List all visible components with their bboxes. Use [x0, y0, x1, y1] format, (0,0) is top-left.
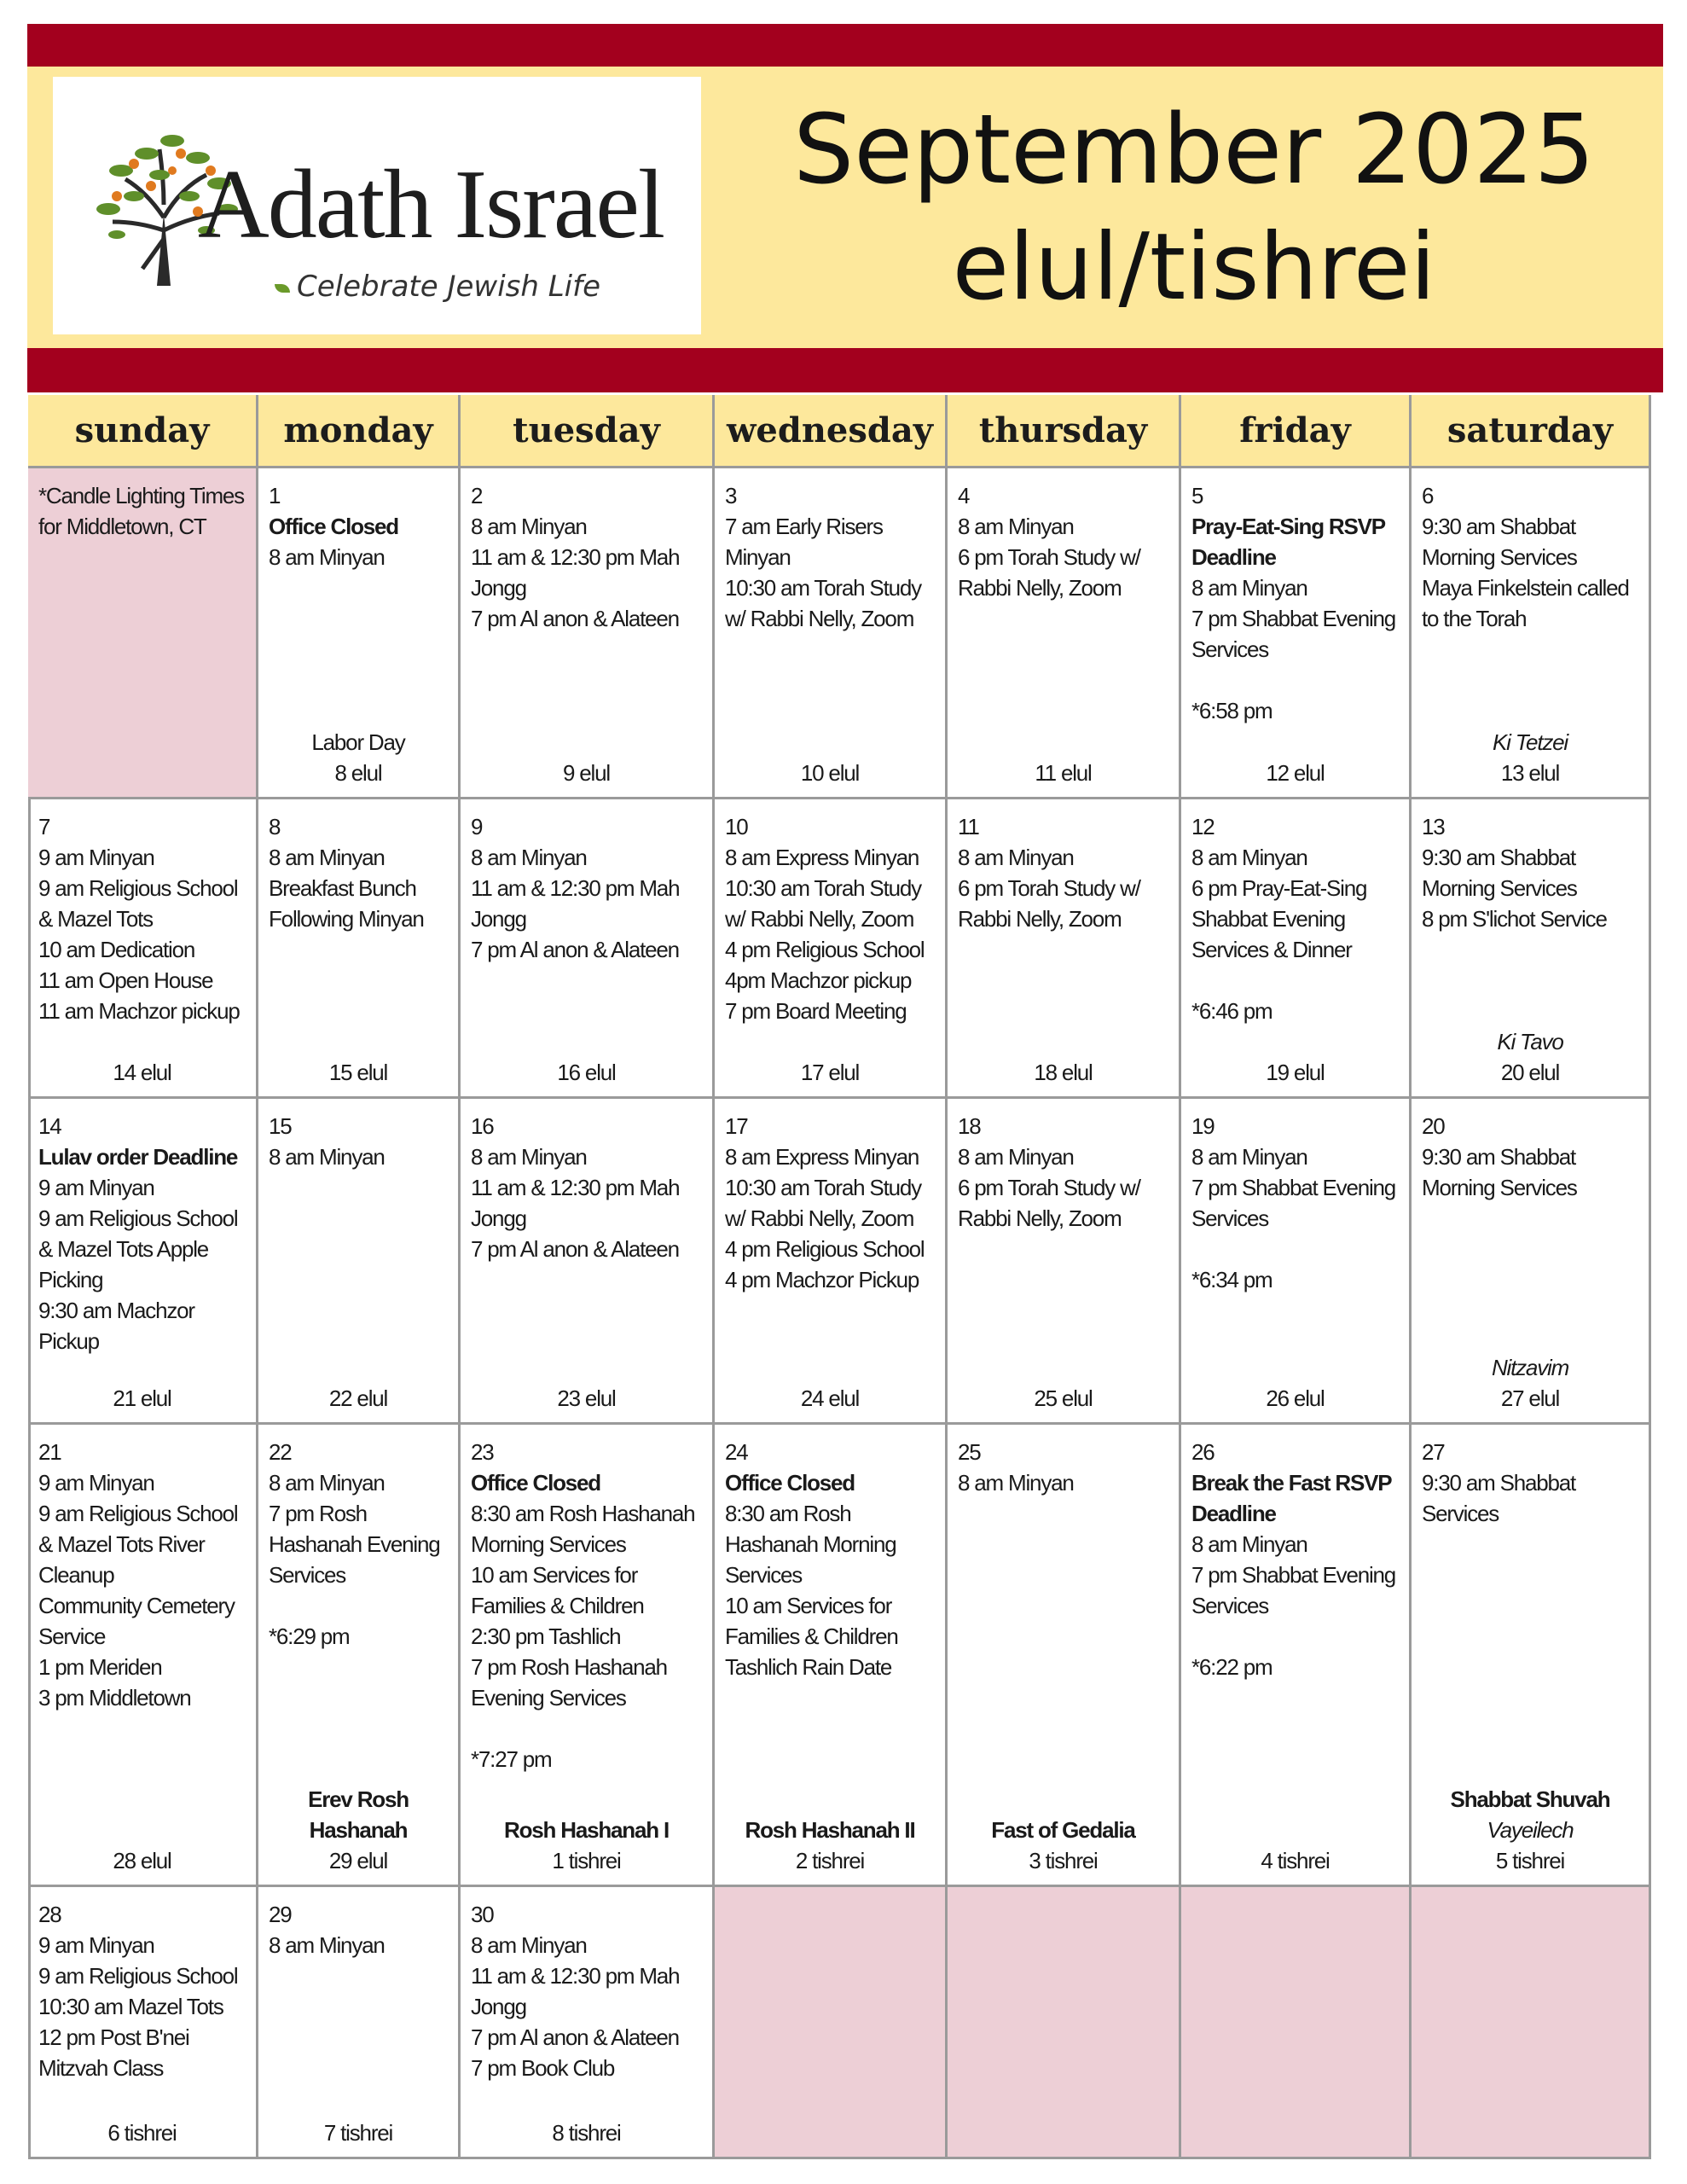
- observance-label: Erev Rosh Hashanah: [308, 1786, 409, 1843]
- candle-lighting-time: *6:22 pm: [1191, 1654, 1272, 1680]
- event-item: 4 pm Machzor Pickup: [725, 1267, 919, 1292]
- event-item: 9 am Religious School & Mazel Tots: [38, 875, 238, 932]
- day-cell-26[interactable]: [1181, 1425, 1412, 1887]
- hebrew-date: 16 elul: [557, 1060, 616, 1085]
- hebrew-date: 8 tishrei: [552, 2120, 621, 2146]
- hebrew-date: 25 elul: [1034, 1385, 1093, 1411]
- day-cell-9[interactable]: [461, 799, 715, 1099]
- day-cell-23[interactable]: [461, 1425, 715, 1887]
- day-number: 17: [725, 1113, 748, 1139]
- day-number: 5: [1191, 483, 1203, 508]
- day-cell-16[interactable]: [461, 1099, 715, 1425]
- day-footer: [258, 1383, 458, 1414]
- event-item: 6 pm Torah Study w/ Rabbi Nelly, Zoom: [958, 875, 1140, 932]
- event-item: 8 am Express Minyan: [725, 845, 919, 870]
- day-cell-15[interactable]: [258, 1099, 461, 1425]
- hebrew-date: 20 elul: [1500, 1060, 1560, 1085]
- event-item: Tashlich Rain Date: [725, 1654, 892, 1680]
- weekday-header-friday: friday: [1181, 395, 1412, 468]
- event-item: 9:30 am Shabbat Morning Services: [1422, 845, 1577, 901]
- leaf-icon: [275, 284, 290, 293]
- day-cell-20[interactable]: [1412, 1099, 1651, 1425]
- event-item: 11 am & 12:30 pm Mah Jongg: [471, 875, 680, 932]
- event-item: 7 pm Rosh Hashanah Evening Services: [471, 1654, 667, 1711]
- event-item: 7 pm Shabbat Evening Services: [1191, 1175, 1396, 1231]
- day-number: 4: [958, 483, 970, 508]
- weekday-header-tuesday: tuesday: [461, 395, 715, 468]
- hebrew-date: 5 tishrei: [1495, 1848, 1565, 1873]
- hebrew-date: 12 elul: [1266, 760, 1325, 786]
- event-item: 8 am Minyan: [958, 514, 1074, 539]
- hebrew-date: 6 tishrei: [107, 2120, 177, 2146]
- event-item: 8 am Express Minyan: [725, 1144, 919, 1170]
- event-item: 8 am Minyan: [471, 1932, 587, 1958]
- event-item: Lulav order Deadline: [38, 1144, 238, 1170]
- day-number: 26: [1191, 1439, 1215, 1465]
- day-footer: [1412, 1352, 1649, 1414]
- day-footer: [1412, 1784, 1649, 1876]
- event-item: 10:30 am Mazel Tots: [38, 1994, 223, 2019]
- day-number: 12: [1191, 814, 1215, 839]
- hebrew-date: 24 elul: [800, 1385, 860, 1411]
- event-item: 8 am Minyan: [958, 845, 1074, 870]
- day-number: 15: [269, 1113, 292, 1139]
- event-item: 6 pm Pray-Eat-Sing Shabbat Evening Services & Dinner: [1191, 875, 1367, 962]
- day-footer: [461, 2117, 712, 2148]
- event-item: 7 pm Al anon & Alateen: [471, 937, 679, 962]
- day-cell-25[interactable]: [948, 1425, 1181, 1887]
- day-cell-4[interactable]: [948, 468, 1181, 799]
- hebrew-date: 14 elul: [113, 1060, 171, 1085]
- day-footer: [258, 2117, 458, 2148]
- observance-label: Rosh Hashanah I: [504, 1817, 669, 1843]
- event-item: 11 am & 12:30 pm Mah Jongg: [471, 1175, 680, 1231]
- top-accent-bar: [27, 24, 1663, 67]
- event-item: 7 pm Al anon & Alateen: [471, 2024, 679, 2050]
- hebrew-date: 9 elul: [563, 760, 610, 786]
- logo-tagline: [275, 270, 600, 304]
- day-number: 25: [958, 1439, 981, 1465]
- day-number: 21: [38, 1439, 61, 1465]
- day-number: 11: [958, 814, 979, 839]
- day-number: 10: [725, 814, 748, 839]
- event-item: 9:30 am Shabbat Services: [1422, 1470, 1576, 1526]
- observance-label: Labor Day: [311, 729, 405, 755]
- event-item: 9 am Religious School & Mazel Tots Apple Picking: [38, 1205, 238, 1292]
- event-item: 8:30 am Rosh Hashanah Morning Services: [725, 1501, 896, 1588]
- event-item: 8 am Minyan: [269, 1470, 385, 1496]
- bottom-accent-bar: [27, 348, 1663, 392]
- hebrew-date: 11 elul: [1035, 760, 1092, 786]
- day-footer: [948, 758, 1179, 788]
- day-number: 29: [269, 1902, 292, 1927]
- weekday-header-saturday: saturday: [1412, 395, 1651, 468]
- candle-lighting-time: *6:46 pm: [1191, 998, 1272, 1024]
- event-item: Maya Finkelstein called to the Torah: [1422, 575, 1629, 631]
- event-item: 9 am Religious School: [38, 1963, 238, 1989]
- day-cell-5[interactable]: [1181, 468, 1412, 799]
- empty-day-cell[interactable]: [1412, 1887, 1651, 2159]
- day-number: 28: [38, 1902, 61, 1927]
- hebrew-date: 26 elul: [1266, 1385, 1325, 1411]
- hebrew-date: 15 elul: [328, 1060, 388, 1085]
- day-number: 13: [1422, 814, 1445, 839]
- day-footer: [28, 1845, 256, 1876]
- day-cell-13[interactable]: [1412, 799, 1651, 1099]
- day-footer: [461, 758, 712, 788]
- day-cell-22[interactable]: [258, 1425, 461, 1887]
- event-item: 10:30 am Torah Study w/ Rabbi Nelly, Zoom: [725, 1175, 921, 1231]
- day-footer: [28, 1383, 256, 1414]
- event-item: 9 am Minyan: [38, 1470, 154, 1496]
- event-item: 2:30 pm Tashlich: [471, 1623, 621, 1649]
- day-footer: [1181, 758, 1409, 788]
- hebrew-date: 21 elul: [113, 1385, 171, 1411]
- day-cell-7[interactable]: [28, 799, 258, 1099]
- day-footer: [258, 727, 458, 788]
- event-item: Breakfast Bunch Following Minyan: [269, 875, 424, 932]
- hebrew-date: 8 elul: [334, 760, 382, 786]
- hebrew-date: 4 tishrei: [1261, 1848, 1330, 1873]
- event-item: 7 am Early Risers Minyan: [725, 514, 883, 570]
- observance-label: Vayeilech: [1487, 1817, 1574, 1843]
- hebrew-date: 17 elul: [800, 1060, 860, 1085]
- candle-lighting-time: *7:27 pm: [471, 1746, 552, 1772]
- hebrew-date: 29 elul: [328, 1848, 388, 1873]
- event-item: 8 am Minyan: [1191, 1531, 1307, 1557]
- event-item: 3 pm Middletown: [38, 1685, 191, 1711]
- event-item: 4 pm Religious School: [725, 937, 925, 962]
- candle-lighting-time: *6:58 pm: [1191, 698, 1272, 723]
- empty-day-cell[interactable]: [1181, 1887, 1412, 2159]
- page-title: September 2025: [793, 95, 1595, 206]
- day-number: 24: [725, 1439, 748, 1465]
- event-item: 8 am Minyan: [958, 1144, 1074, 1170]
- day-footer: [715, 1383, 945, 1414]
- day-number: 27: [1422, 1439, 1445, 1465]
- logo-name: Adath Israel: [198, 150, 664, 259]
- weekday-header-monday: monday: [258, 395, 461, 468]
- candle-lighting-time: *6:34 pm: [1191, 1267, 1272, 1292]
- event-item: 1 pm Meriden: [38, 1654, 162, 1680]
- hebrew-date: 1 tishrei: [552, 1848, 621, 1873]
- event-item: 9 am Minyan: [38, 1175, 154, 1200]
- day-cell-1[interactable]: [258, 468, 461, 799]
- event-item: 8 am Minyan: [1191, 575, 1307, 601]
- hebrew-date: 18 elul: [1034, 1060, 1093, 1085]
- hebrew-date: 2 tishrei: [795, 1848, 865, 1873]
- day-footer: [258, 1784, 458, 1876]
- event-item: 8 am Minyan: [958, 1470, 1074, 1496]
- day-footer: [948, 1383, 1179, 1414]
- day-footer: [461, 1057, 712, 1088]
- observance-label: Fast of Gedalia: [991, 1817, 1135, 1843]
- event-item: Office Closed: [269, 514, 398, 539]
- event-item: 8 am Minyan: [269, 845, 385, 870]
- day-cell-10[interactable]: [715, 799, 948, 1099]
- event-item: 4 pm Religious School: [725, 1236, 925, 1262]
- event-item: 7 pm Shabbat Evening Services: [1191, 606, 1396, 662]
- day-number: 23: [471, 1439, 494, 1465]
- event-item: 8 pm S'lichot Service: [1422, 906, 1607, 932]
- event-item: 11 am Machzor pickup: [38, 998, 240, 1024]
- event-item: 8 am Minyan: [1191, 845, 1307, 870]
- weekday-header-sunday: sunday: [28, 395, 258, 468]
- day-footer: [28, 1057, 256, 1088]
- event-item: 8 am Minyan: [471, 514, 587, 539]
- day-cell-17[interactable]: [715, 1099, 948, 1425]
- hebrew-date: 19 elul: [1266, 1060, 1325, 1085]
- event-item: 6 pm Torah Study w/ Rabbi Nelly, Zoom: [958, 1175, 1140, 1231]
- event-item: 8 am Minyan: [269, 544, 385, 570]
- empty-day-cell[interactable]: [28, 468, 258, 799]
- event-item: 10 am Dedication: [38, 937, 195, 962]
- day-footer: [715, 1057, 945, 1088]
- event-item: 9:30 am Machzor Pickup: [38, 1298, 194, 1354]
- day-footer: [715, 758, 945, 788]
- day-cell-8[interactable]: [258, 799, 461, 1099]
- event-item: 7 pm Shabbat Evening Services: [1191, 1562, 1396, 1618]
- event-item: Office Closed: [725, 1470, 855, 1496]
- day-footer: [715, 1815, 945, 1876]
- event-item: 12 pm Post B'nei Mitzvah Class: [38, 2024, 189, 2081]
- event-item: 8 am Minyan: [269, 1932, 385, 1958]
- event-item: 9 am Religious School & Mazel Tots River Cleanup: [38, 1501, 238, 1588]
- event-item: 8 am Minyan: [1191, 1144, 1307, 1170]
- day-cell-18[interactable]: [948, 1099, 1181, 1425]
- day-footer: [258, 1057, 458, 1088]
- day-footer: [28, 2117, 256, 2148]
- event-item: 9 am Minyan: [38, 845, 154, 870]
- day-cell-11[interactable]: [948, 799, 1181, 1099]
- event-item: 8 am Minyan: [471, 1144, 587, 1170]
- event-item: 11 am & 12:30 pm Mah Jongg: [471, 1963, 680, 2019]
- day-footer: [1412, 1026, 1649, 1088]
- observance-label: Rosh Hashanah II: [745, 1817, 915, 1843]
- day-number: 22: [269, 1439, 292, 1465]
- event-item: 8 am Minyan: [269, 1144, 385, 1170]
- hebrew-date: 28 elul: [113, 1848, 171, 1873]
- event-item: 7 pm Al anon & Alateen: [471, 1236, 679, 1262]
- event-item: 7 pm Board Meeting: [725, 998, 907, 1024]
- hebrew-date: 22 elul: [328, 1385, 388, 1411]
- day-number: 1: [269, 483, 281, 508]
- day-number: 19: [1191, 1113, 1215, 1139]
- observance-label: Shabbat Shuvah: [1450, 1786, 1610, 1812]
- event-item: 9:30 am Shabbat Morning Services: [1422, 514, 1577, 570]
- day-number: 20: [1422, 1113, 1445, 1139]
- day-footer: [948, 1815, 1179, 1876]
- hebrew-date: 3 tishrei: [1029, 1848, 1098, 1873]
- event-item: 9 am Minyan: [38, 1932, 154, 1958]
- day-number: 8: [269, 814, 281, 839]
- event-item: Community Cemetery Service: [38, 1593, 235, 1649]
- observance-label: Ki Tavo: [1497, 1029, 1563, 1054]
- day-footer: [1181, 1383, 1409, 1414]
- day-cell-6[interactable]: [1412, 468, 1651, 799]
- hebrew-date: 27 elul: [1500, 1385, 1560, 1411]
- event-item: 10:30 am Torah Study w/ Rabbi Nelly, Zoom: [725, 875, 921, 932]
- day-cell-19[interactable]: [1181, 1099, 1412, 1425]
- day-footer: [948, 1057, 1179, 1088]
- event-item: 7 pm Al anon & Alateen: [471, 606, 679, 631]
- hebrew-date: 23 elul: [557, 1385, 616, 1411]
- event-item: 7 pm Rosh Hashanah Evening Services: [269, 1501, 440, 1588]
- day-number: 14: [38, 1113, 61, 1139]
- day-number: 3: [725, 483, 737, 508]
- event-item: 8:30 am Rosh Hashanah Morning Services: [471, 1501, 695, 1557]
- logo-tagline-text: Celebrate Jewish Life: [297, 270, 601, 304]
- day-cell-28[interactable]: [28, 1887, 258, 2159]
- logo: [53, 77, 701, 334]
- hebrew-date: 7 tishrei: [323, 2120, 393, 2146]
- day-footer: [461, 1815, 712, 1876]
- empty-day-cell[interactable]: [715, 1887, 948, 2159]
- event-item: 10 am Services for Families & Children: [471, 1562, 644, 1618]
- event-item: 11 am Open House: [38, 967, 213, 993]
- day-cell-24[interactable]: [715, 1425, 948, 1887]
- day-cell-21[interactable]: [28, 1425, 258, 1887]
- event-item: 4pm Machzor pickup: [725, 967, 912, 993]
- day-number: 18: [958, 1113, 981, 1139]
- day-number: 2: [471, 483, 483, 508]
- event-item: 8 am Minyan: [471, 845, 587, 870]
- day-footer: [1181, 1057, 1409, 1088]
- day-footer: [1181, 1845, 1409, 1876]
- weekday-header-thursday: thursday: [948, 395, 1181, 468]
- event-item: 7 pm Book Club: [471, 2055, 615, 2081]
- day-number: 9: [471, 814, 483, 839]
- day-cell-27[interactable]: [1412, 1425, 1651, 1887]
- observance-label: Nitzavim: [1491, 1355, 1569, 1380]
- event-item: Pray-Eat-Sing RSVP Deadline: [1191, 514, 1385, 570]
- event-item: 6 pm Torah Study w/ Rabbi Nelly, Zoom: [958, 544, 1140, 601]
- day-number: 16: [471, 1113, 494, 1139]
- day-number: 30: [471, 1902, 494, 1927]
- hebrew-date: 10 elul: [800, 760, 860, 786]
- event-item: 11 am & 12:30 pm Mah Jongg: [471, 544, 680, 601]
- day-cell-30[interactable]: [461, 1887, 715, 2159]
- observance-label: Ki Tetzei: [1493, 729, 1568, 755]
- day-footer: [1412, 727, 1649, 788]
- day-cell-3[interactable]: [715, 468, 948, 799]
- event-item: *Candle Lighting Times for Middletown, CT: [38, 483, 244, 539]
- event-item: 10 am Services for Families & Children: [725, 1593, 898, 1649]
- event-item: Break the Fast RSVP Deadline: [1191, 1470, 1391, 1526]
- empty-day-cell[interactable]: [948, 1887, 1181, 2159]
- day-cell-12[interactable]: [1181, 799, 1412, 1099]
- weekday-header-wednesday: wednesday: [715, 395, 948, 468]
- day-footer: [461, 1383, 712, 1414]
- hebrew-date: 13 elul: [1500, 760, 1560, 786]
- day-number: 7: [38, 814, 50, 839]
- event-item: 10:30 am Torah Study w/ Rabbi Nelly, Zoom: [725, 575, 921, 631]
- day-number: 6: [1422, 483, 1434, 508]
- day-cell-29[interactable]: [258, 1887, 461, 2159]
- day-cell-2[interactable]: [461, 468, 715, 799]
- candle-lighting-time: *6:29 pm: [269, 1623, 350, 1649]
- day-cell-14[interactable]: [28, 1099, 258, 1425]
- event-item: Office Closed: [471, 1470, 600, 1496]
- hebrew-months-title: elul/tishrei: [952, 214, 1436, 321]
- event-item: 9:30 am Shabbat Morning Services: [1422, 1144, 1577, 1200]
